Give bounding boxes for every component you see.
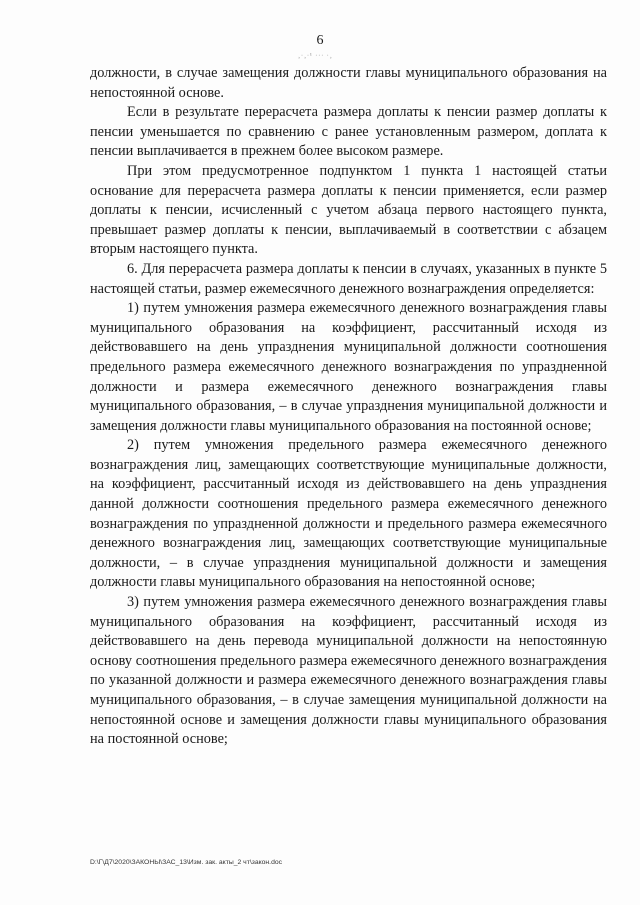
paragraph-item-6: 6. Для перерасчета размера доплаты к пенсии в случаях, указанных в пункте 5 настоящей статьи, размер ежемесячного денежного вознаграждения определяется: xyxy=(90,260,607,297)
header-stamp-mark: ¸·¸·¹ ··· ·¸ xyxy=(298,53,333,59)
footer-file-path: D:\Г\Д7\2020\ЗАКОНЫ\ЗАС_13\Изм. зак. акты_2 чт\закон.doc xyxy=(90,859,283,866)
paragraph: Если в результате перерасчета размера доплаты к пенсии размер доплаты к пенсии уменьшается по сравнению с ранее установленным размером, доплата к пенсии выплачивается в прежнем более высоком размере. xyxy=(90,104,607,160)
document-body xyxy=(90,64,607,750)
page-number: 6 xyxy=(316,33,324,48)
subitem-3: 3) путем умножения размера ежемесячного денежного вознаграждения главы муниципального образования на коэффициент, рассчитанный исходя из действовавшего на день перевода муниципальной должности на непостоянную основу соотношения предельного размера ежемесячного денежного вознаграждения по указанной должности и размера ежемесячного денежного вознаграждения главы муниципального образования, – в случае замещения муниципальной должности на непостоянной основе и замещения должности главы муниципального образования на постоянной основе; xyxy=(90,594,607,748)
paragraph: При этом предусмотренное подпунктом 1 пункта 1 настоящей статьи основание для перерасчета размера доплаты к пенсии применяется, если размер доплаты к пенсии, исчисленный с учетом абзаца первого настоящего пункта, превышает размер доплаты к пенсии, выплачиваемый в соответствии с абзацем вторым настоящего пункта. xyxy=(90,162,607,258)
subitem-1: 1) путем умножения размера ежемесячного денежного вознаграждения главы муниципального образования на коэффициент, рассчитанный исходя из действовавшего на день упразднения муниципальной должности соотношения предельного размера ежемесячного денежного вознаграждения по упраздненной должности и размера ежемесячного денежного вознаграждения главы муниципального образования, – в случае упразднения муниципальной должности и замещения должности главы муниципального образования на постоянной основе; xyxy=(90,300,607,434)
subitem-2: 2) путем умножения предельного размера ежемесячного денежного вознаграждения лиц, замещающих соответствующие муниципальные должности, на коэффициент, рассчитанный исходя из действовавшего на день упразднения данной должности соотношения предельного размера ежемесячного денежного вознаграждения по упраздненной должности и предельного размера ежемесячного денежного вознаграждения лиц, замещающих соответствующие муниципальные должности, – в случае упразднения муниципальной должности и замещения должности главы муниципального образования на непостоянной основе; xyxy=(90,437,607,591)
paragraph-continuation: должности, в случае замещения должности главы муниципального образования на непостоянной основе. xyxy=(90,65,607,101)
